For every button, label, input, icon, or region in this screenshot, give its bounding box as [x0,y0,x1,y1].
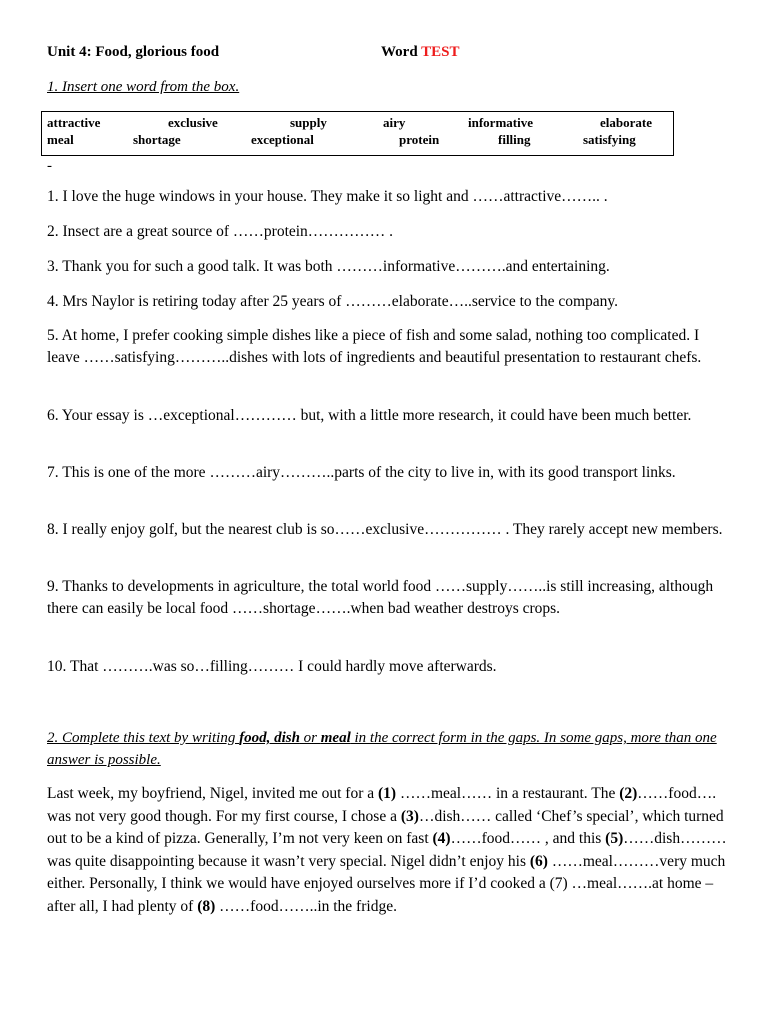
word-test-heading [381,44,460,61]
gap-number-4: (4) [432,830,451,847]
box-word: meal [47,132,74,147]
exercise-item-9: 9. Thanks to developments in agriculture, the total world food ……supply……..is still increasing, although there can easily be local food ……shortage…….when bad weather destroys crops. [47,578,714,617]
exercise-item-4: 4. Mrs Naylor is retiring today after 25 years of ………elaborate…..service to the company. [47,293,619,310]
instr-meal: meal [320,730,351,746]
word-label: Word [381,44,422,60]
dash-mark: - [47,158,52,174]
gap-number-2: (2) [619,785,638,802]
gap-number-8: (8) [197,897,216,915]
exercise-item-7: 7. This is one of the more ………airy………..parts of the city to live in, with its good transport links. [47,464,676,481]
exercise-item-6: 6. Your essay is …exceptional………… but, with a little more research, it could have been much better. [47,407,692,424]
worksheet-title: Unit 4: Food, glorious food [47,44,220,60]
exercise-item-2: 2. Insect are a great source of ……protein…………… . [47,223,394,240]
box-word: satisfying [583,132,636,147]
exercise-item-1: 1. I love the huge windows in your house. They make it so light and ……attractive…….. . [47,188,608,205]
box-word: protein [399,132,440,147]
word-box [41,111,674,156]
exercise-item-3: 3. Thank you for such a good talk. It was both ………informative……….and entertaining. [47,258,610,275]
box-word: attractive [47,115,101,130]
section2-instruction: 2. Complete this text by writing food, dish or meal in the correct form in the gaps. In some gaps, more than one answer is possible. [47,730,717,768]
test-label: TEST [421,44,460,60]
box-word: airy [383,115,406,130]
box-word: informative [468,115,533,130]
gap-fill-paragraph: Last week, my boyfriend, Nigel, invited me out for a (1) ……meal…… in a restaurant. The (2)……food…. was not very good though. For my first course, I chose a (3)…dish…… called ‘Chef’s special’, which turned out to be a kind of pizza. Generally, I’m not very keen on fast (4)……food…… , and this (5)……dish……… was quite disappointing because it wasn’t very special. Nigel didn’t enjoy his (6) ……meal………very much either. Personally, I think we would have enjoyed ourselves more if I’d cooked a (7) …meal…….at home – after all, I had plenty of (8) ……food……..in the fridge. [47,785,727,915]
box-word: filling [498,132,531,147]
section1-instruction: 1. Insert one word from the box. [47,79,240,95]
gap-number-1: (1) [378,785,397,802]
gap-number-5: (5) [605,830,624,847]
exercise-item-8: 8. I really enjoy golf, but the nearest club is so……exclusive…………… . They rarely accept new members. [47,521,723,538]
gap-number-6: (6) [529,852,548,870]
box-word: elaborate [600,115,652,130]
instr-food-dish: food, dish [239,730,300,746]
box-word: supply [290,115,327,130]
gap-number-3: (3) [400,807,419,825]
box-word: exclusive [168,115,218,130]
exercise-item-10: 10. That ……….was so…filling……… I could hardly move afterwards. [47,658,497,675]
exercise-item-5: 5. At home, I prefer cooking simple dishes like a piece of fish and some salad, nothing too complicated. I leave ……satisfying………..dishes with lots of ingredients and beautiful presentation to restaurant chefs. [47,327,702,366]
box-word: shortage [133,132,181,147]
box-word: exceptional [251,132,314,147]
